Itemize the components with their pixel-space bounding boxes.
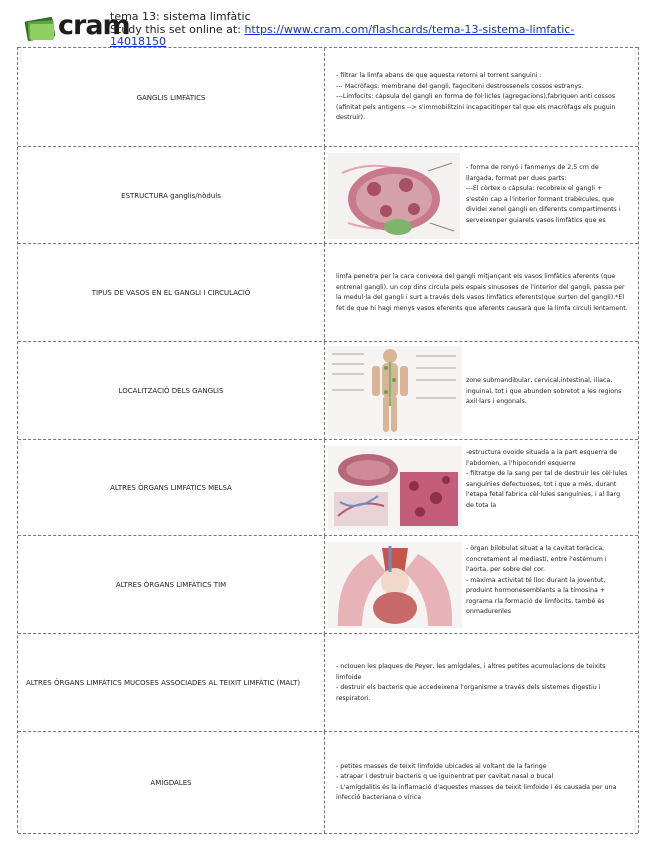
card-definition-text: - òrgan bilobulat situat a la cavitat toràcica, concretament al mediastí, entre l'estèrnum i l'aorta, per sobre del cor. - màxima activitat té lloc durant la joventut, produint hormonesemblants a la timosina + rograma rla formació de limfòcits, també és onmadurenles [466,545,607,615]
cram-logo-icon [24,16,58,42]
card-definition [326,342,638,440]
lymph-node-location-illustration [328,346,462,436]
card-term: ALTRES ÒRGANS LIMFÀTICS MUCOSES ASSOCIADES AL TEIXIT LIMFÀTIC (MALT) [18,634,325,732]
thymus-illustration [328,542,462,628]
card-row [18,731,638,834]
card-term: ESTRUCTURA ganglis/nòduls [18,147,325,244]
flashcard-sheet [17,47,639,833]
card-row [18,535,638,634]
card-term: GANGLIS LIMFÀTICS [18,48,325,147]
card-definition [326,147,638,244]
lymph-node-illustration [328,153,460,239]
card-definition-text: zone submandibular, cervical,intestinal, iliaca, inguinal, tot i que abunden sobretot a les regions axil·lars i engonals. [466,377,622,405]
card-term: ALTRES ÒRGANS LIMFÀTICS TIM [18,536,325,634]
card-definition-text: -estructura ovoide situada a la part esquerra de l'abdomen, a l'hipocondri esquerre - filtratge de la sang per tal de destruir les cèl·lules sanguínies defectuoses, tot i que a més, durant l'etapa fetal fabrica cèl·lules sanguínies, i al llarg de tota la [466,449,628,509]
cram-logo-text: cram [58,10,130,41]
study-online-line [110,24,630,48]
card-definition [326,634,638,732]
card-definition [326,48,638,147]
study-online-prefix: Study this set online at: [110,23,245,36]
study-online-link[interactable]: https://www.cram.com/flashcards/tema-13-sistema-limfatic-14018150 [110,23,575,48]
card-row [18,146,638,244]
card-definition [326,244,638,342]
card-row [18,633,638,732]
card-row [18,243,638,342]
set-title: tema 13: sistema limfàtic [110,10,251,23]
cram-logo[interactable] [24,10,130,44]
card-definition [326,732,638,833]
card-term: LOCALITZACIÓ DELS GANGLIS [18,342,325,440]
card-term: AMÍGDALES [18,732,325,833]
card-definition-text: limfa penetra per la cara convexa del gangli mitjançant els vasos limfàtics aferents (que entrenal gangli), un cop dins circula pels espais sinusoses de l'interior del gangli, passa per la medul·la del gangli i surt a través dels vasos limfàtics eferents(que surten del gangli).*El fet de que hi hagi menys vasos eferents que aferents causarà que la limfa circuli lentament. [336,273,628,312]
card-definition [326,536,638,634]
card-row [18,47,638,147]
card-definition-text: - forma de ronyó i fanmenys de 2,5 cm de llargada, format per dues parts: ---El còrtex o càpsula: recobreix el gangli + s'estén cap a l'interior formant trabècules, que dividei xenel gangli en diferents compartiments i serveixenper guiarels vasos limfàtics que es [466,164,621,224]
card-definition-text: - petites masses de teixit limfoide ubicades al voltant de la faringe - atrapar i destruir bacteris q ue iguinentrat per cavitat nasal o bucal - L'amígdalitis és la inflamació d'aquestes masses de teixit limfoide i és causada per una infecció bacteriana o vírica [336,762,617,801]
card-definition-text: - filtrar la limfa abans de que aquesta retorni al torrent sanguini : --- Macròfags: membrane del gangli, fagociteni destrossenels cossos estranys. ---Limfocits: càpsula del gangli en forma de fol·licles (agregacions),fabriquen anti cossos (afinitat pels antigens --> s'immobilitzini incapacitinper tal que els macròfags els puguin destruir). [336,72,616,122]
card-term: ALTRES ÒRGANS LIMFÀTICS MELSA [18,440,325,536]
card-row [18,341,638,440]
card-definition [326,440,638,536]
card-row [18,439,638,536]
spleen-illustration [328,446,462,530]
card-definition-text: - ncIouen les plaques de Peyer, les amígdales, i altres petites acumulacions de teixits limfoide - destruir els bacteris que accedeixena l'organisme a través dels sistemes digestiu i respiratori. [336,663,606,702]
card-term: TIPUS DE VASOS EN EL GANGLI I CIRCULACIÓ [18,244,325,342]
page-header [0,0,655,46]
